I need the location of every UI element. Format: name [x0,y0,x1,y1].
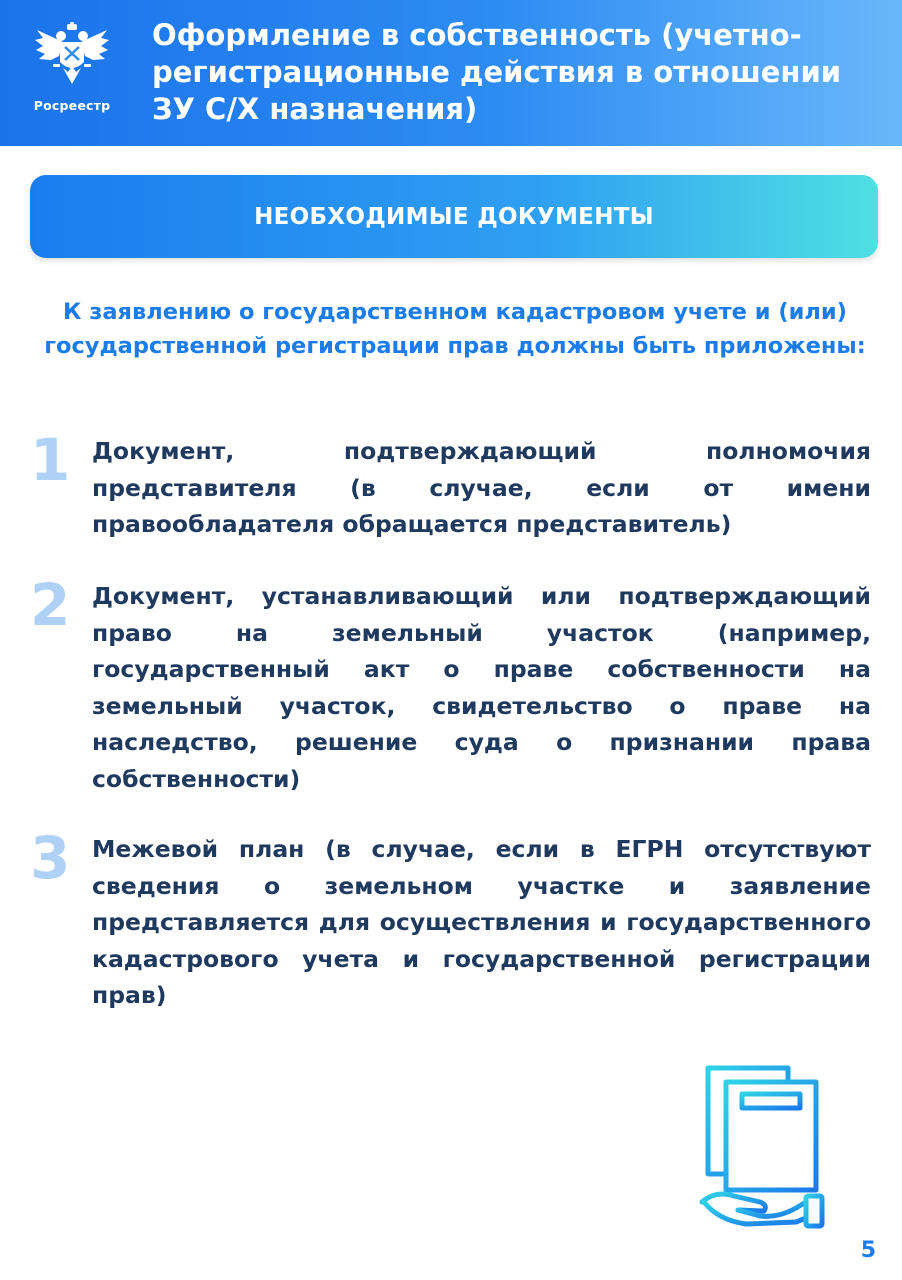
header [0,0,902,146]
document-text: Документ, подтверждающий полномочия представителя (в случае, если от имени правообладателя обращается представитель) [92,437,871,538]
document-text: Межевой план (в случае, если в ЕГРН отсутствуют сведения о земельном участке и заявление представляется для осуществления и государственного кадастрового учета и государственной регистрации прав) [92,835,871,1009]
page-title: Оформление в собственность (учетно-регистрационные действия в отношении ЗУ С/Х назначения) [152,18,842,126]
document-number: 3 [30,824,71,892]
intro-text: К заявлению о государственном кадастровом учете и (или) государственной регистрации прав должны быть приложены: [44,299,866,359]
logo-text: Росреестр [33,98,111,113]
documents-in-hand-illustration [698,1062,828,1232]
document-number: 2 [30,571,71,639]
document-number: 1 [30,426,71,494]
rosreestr-logo [22,22,122,132]
section-banner [30,175,878,258]
documents-in-hand-icon [698,1062,828,1232]
section-banner-label: НЕОБХОДИМЫЕ ДОКУМЕНТЫ [254,203,654,230]
eagle-emblem-icon [33,22,111,88]
document-text: Документ, устанавливающий или подтверждающий право на земельный участок (например, государственный акт о праве собственности на земельный участок, свидетельство о праве на наследство, решение суда о признании права собственности) [92,582,871,793]
page-number: 5 [860,1238,876,1263]
